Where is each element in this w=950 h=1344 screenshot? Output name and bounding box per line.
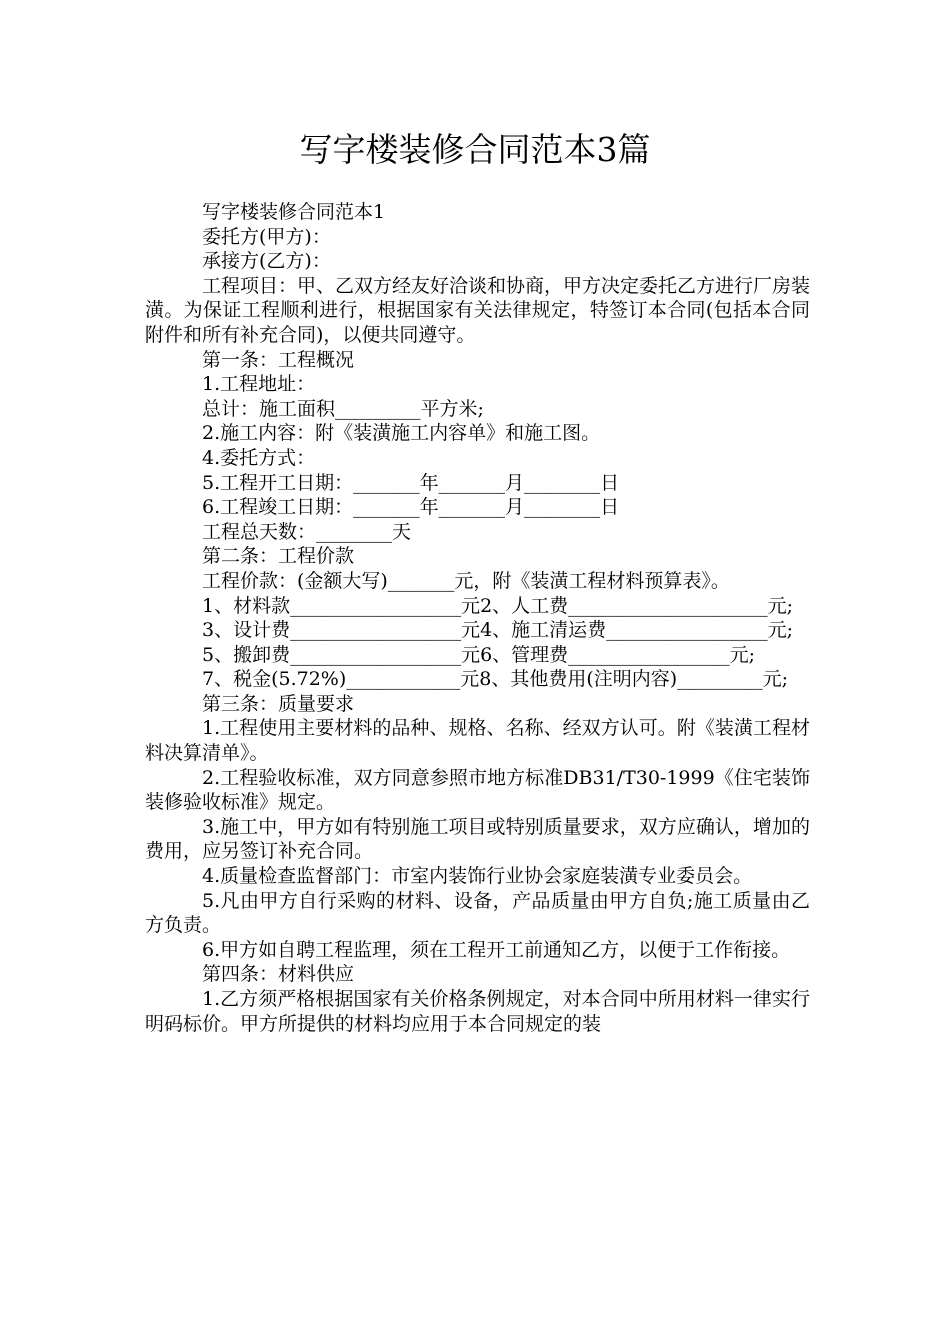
paragraph: 2.施工内容：附《装潢施工内容单》和施工图。 — [202, 422, 601, 445]
paragraph: 4.质量检查监督部门：市室内装饰行业协会家庭装潢专业委员会。 — [202, 865, 753, 888]
paragraph: 1.工程地址： — [202, 373, 316, 396]
paragraph: 6.甲方如自聘工程监理，须在工程开工前通知乙方，以便于工作衔接。 — [202, 938, 791, 961]
paragraph: 1、材料款__________________元2、人工费_____________________元; — [202, 594, 794, 617]
paragraph: 工程总天数：________天 — [202, 520, 412, 543]
paragraph: 总计：施工面积_________平方米; — [202, 397, 484, 420]
paragraph: 7、税金(5.72%)____________元8、其他费用(注明内容)_________元; — [202, 668, 789, 691]
paragraph: 5.凡由甲方自行采购的材料、设备，产品质量由甲方自负;施工质量由乙方负责。 — [145, 889, 810, 937]
paragraph: 2.工程验收标准，双方同意参照市地方标准DB31/T30-1999《住宅装饰装修验收标准》规定。 — [145, 766, 810, 814]
paragraph: 1.乙方须严格根据国家有关价格条例规定，对本合同中所用材料一律实行明码标价。甲方所提供的材料均应用于本合同规定的装 — [145, 988, 810, 1035]
paragraph: 6.工程竣工日期：_______年_______月________日 — [202, 496, 620, 519]
party-b-line: 承接方(乙方)： — [202, 250, 331, 273]
document-title: 写字楼装修合同范本3篇 — [299, 130, 651, 169]
paragraph: 5.工程开工日期：_______年_______月________日 — [202, 471, 620, 494]
paragraph: 4.委托方式： — [202, 446, 316, 469]
paragraph: 1.工程使用主要材料的品种、规格、名称、经双方认可。附《装潢工程材料决算清单》。 — [145, 717, 810, 765]
article-heading: 第三条：质量要求 — [202, 692, 355, 715]
article-heading: 第四条：材料供应 — [202, 963, 355, 986]
article-heading: 第一条：工程概况 — [202, 348, 355, 371]
section-subtitle: 写字楼装修合同范本1 — [202, 201, 386, 223]
paragraph: 工程项目：甲、乙双方经友好洽谈和协商，甲方决定委托乙方进行厂房装潢。为保证工程顺利进行，根据国家有关法律规定，特签订本合同(包括本合同附件和所有补充合同)，以便共同遵守。 — [145, 274, 811, 346]
article-heading: 第二条：工程价款 — [202, 545, 355, 568]
party-a-line: 委托方(甲方)： — [202, 225, 331, 248]
paragraph: 5、搬卸费__________________元6、管理费_________________元; — [202, 643, 756, 666]
paragraph: 工程价款：(金额大写)_______元，附《装潢工程材料预算表》。 — [202, 569, 730, 592]
paragraph: 3.施工中，甲方如有特别施工项目或特别质量要求，双方应确认，增加的费用，应另签订补充合同。 — [145, 815, 810, 863]
document-body — [145, 200, 810, 1036]
paragraph: 3、设计费__________________元4、施工清运费_________________元; — [202, 619, 794, 642]
